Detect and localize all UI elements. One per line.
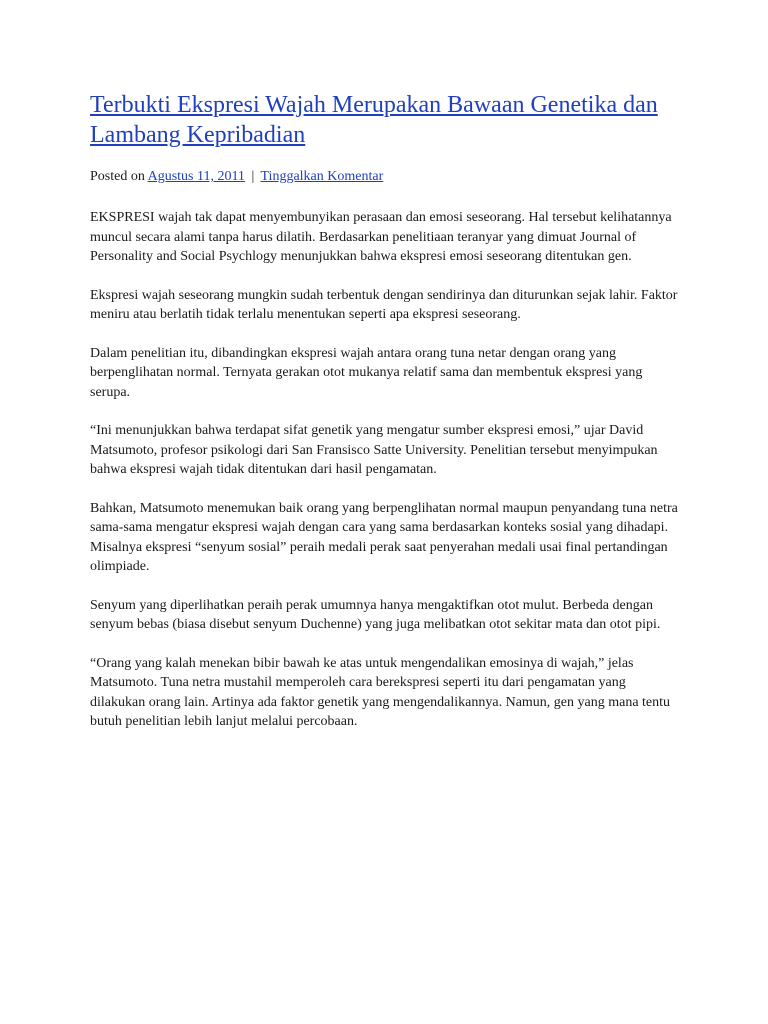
article-paragraph: “Ini menunjukkan bahwa terdapat sifat genetik yang mengatur sumber ekspresi emosi,” ujar David Matsumoto, profesor psikologi dari San Fransisco Satte University. Penelitian tersebut menyimpukan bahwa ekspresi wajah tidak ditentukan dari hasil pengamatan. bbox=[90, 423, 658, 477]
meta-separator: | bbox=[251, 169, 255, 184]
posted-on-label: Posted on bbox=[90, 169, 145, 184]
article-paragraph: Dalam penelitian itu, dibandingkan ekspresi wajah antara orang tuna netar dengan orang yang berpenglihatan normal. Ternyata gerakan otot mukanya relatif sama dan membentuk ekspresi yang serupa. bbox=[90, 345, 643, 400]
post-date-link[interactable]: Agustus 11, 2011 bbox=[147, 169, 245, 184]
article-paragraph: Senyum yang diperlihatkan peraih perak umumnya hanya mengaktifkan otot mulut. Berbeda dengan senyum bebas (biasa disebut senyum Duchenne) yang juga melibatkan otot sekitar mata dan otot pipi. bbox=[90, 597, 661, 632]
article-body bbox=[90, 208, 678, 732]
article-paragraph: EKSPRESI wajah tak dapat menyembunyikan perasaan dan emosi seseorang. Hal tersebut kelihatannya muncul secara alami tanpa harus dilatih. Berdasarkan penelitiaan teranyar yang dimuat Journal of Personality and Social Psychlogy menunjukkan bahwa ekspresi emosi seseorang ditentukan gen. bbox=[90, 210, 672, 264]
article-title bbox=[90, 90, 678, 150]
article-paragraph: “Orang yang kalah menekan bibir bawah ke atas untuk mengendalikan emosinya di wajah,” jelas Matsumoto. Tuna netra mustahil memperoleh cara berekspresi seperti itu dari pengamatan yang dilakukan orang lain. Artinya ada faktor genetik yang mengendalikannya. Namun, gen yang mana tentu butuh penelitian lebih lanjut melalui percobaan. bbox=[90, 655, 671, 729]
article-paragraph: Ekspresi wajah seseorang mungkin sudah terbentuk dengan sendirinya dan diturunkan sejak lahir. Faktor meniru atau berlatih tidak terlalu menentukan seperti apa ekspresi seseorang. bbox=[90, 287, 678, 322]
leave-comment-link[interactable]: Tinggalkan Komentar bbox=[260, 169, 384, 184]
article-title-link[interactable]: Terbukti Ekspresi Wajah Merupakan Bawaan Genetika dan Lambang Kepribadian bbox=[90, 92, 658, 148]
article-paragraph: Bahkan, Matsumoto menemukan baik orang yang berpenglihatan normal maupun penyandang tuna netra sama-sama mengatur ekspresi wajah dengan cara yang sama berdasarkan konteks sosial yang dihadapi. Misalnya ekspresi “senyum sosial” peraih medali perak saat penyerahan medali usai final pertandingan olimpiade. bbox=[90, 500, 678, 574]
post-meta bbox=[90, 168, 678, 186]
